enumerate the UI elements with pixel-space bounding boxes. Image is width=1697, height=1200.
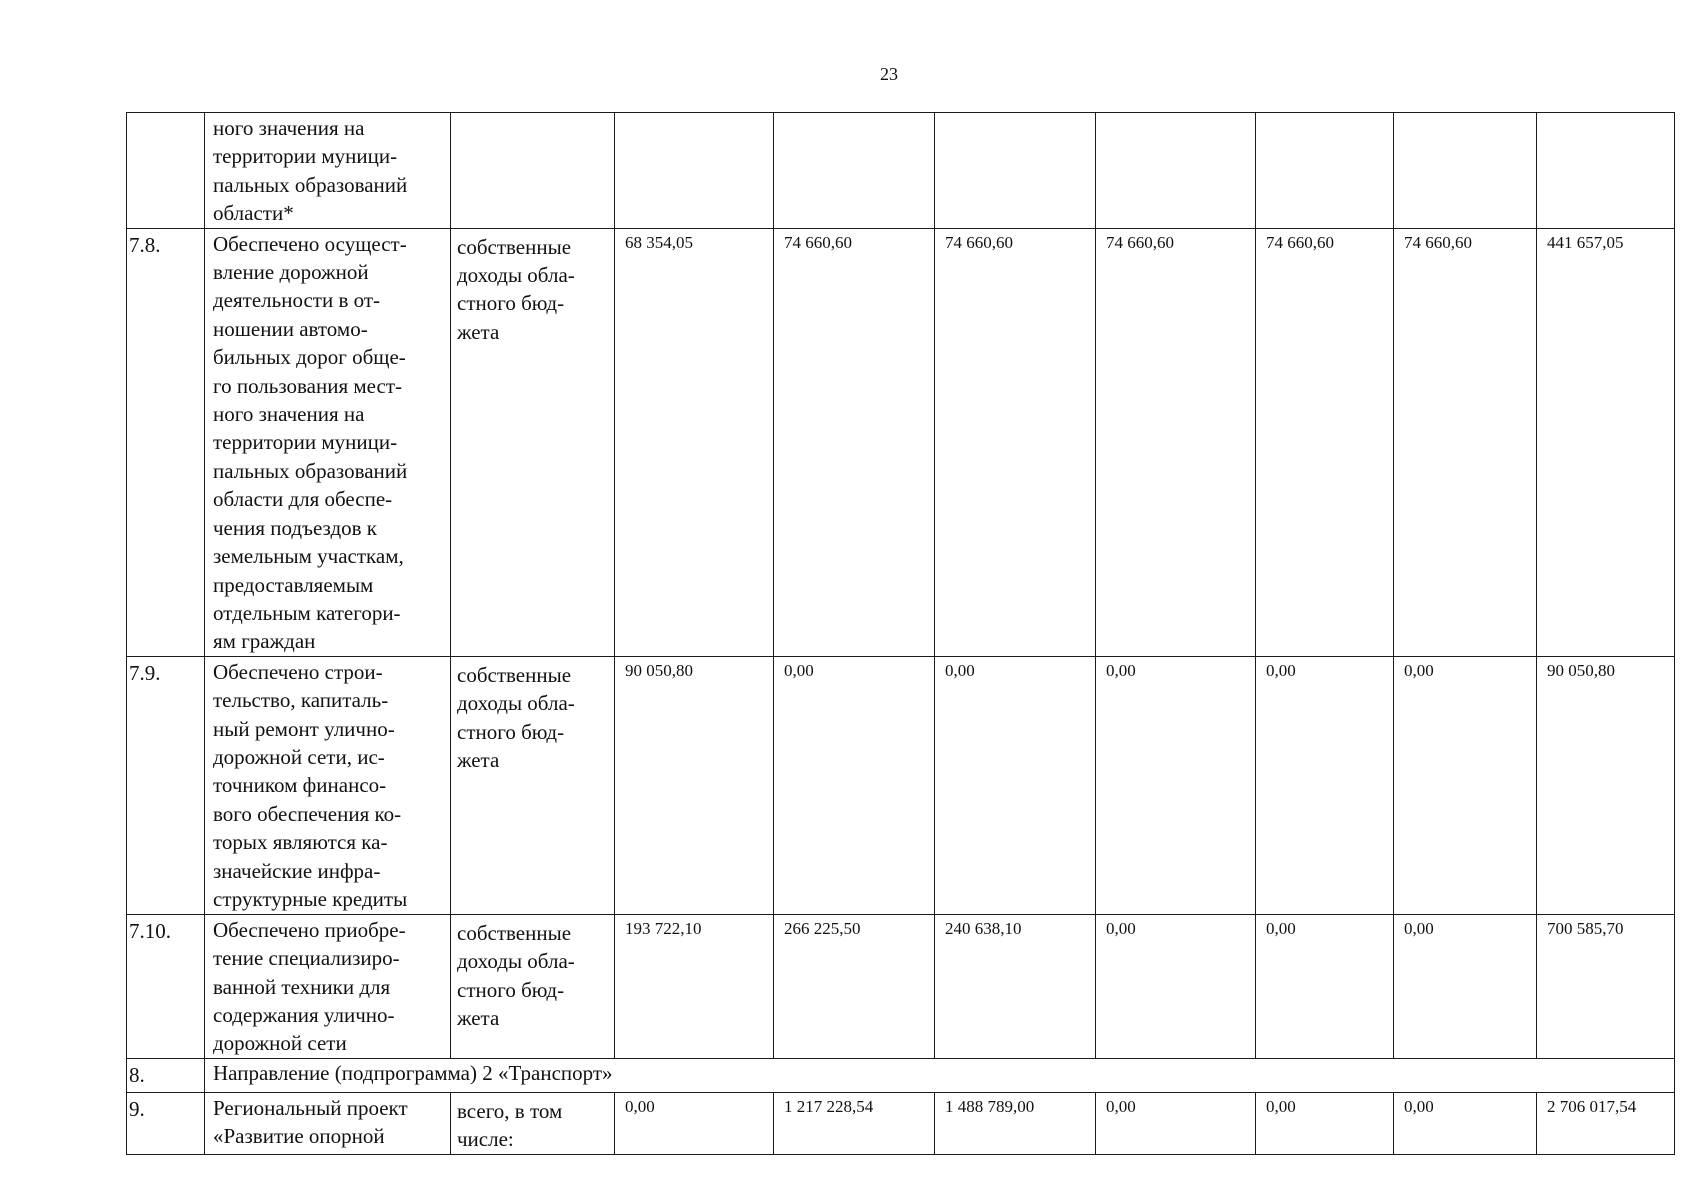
row-value-6: 0,00 — [1394, 656, 1537, 914]
row-number: 7.10. — [127, 914, 205, 1058]
row-source — [451, 656, 615, 914]
row-source-text: собственные доходы обла- стного бюд- жета — [457, 234, 575, 344]
row-name-text: Обеспечено осущест- вление дорожной деятельности в от- ношении автомо- бильных дорог обще- го пользования мест- ного значения на территории муници- пальных образований области для обеспе- чения подъездов к земельным участкам, предоставляемым отдельным категори- ям граждан — [213, 231, 408, 654]
row-value-total: 90 050,80 — [1537, 656, 1675, 914]
section-title: Направление (подпрограмма) 2 «Транспорт» — [205, 1058, 1675, 1092]
row-value-2 — [774, 113, 935, 229]
row-number: 8. — [127, 1058, 205, 1092]
table-row-7-8 — [127, 228, 1675, 656]
row-value-4: 0,00 — [1096, 1092, 1256, 1154]
row-name — [205, 113, 451, 229]
row-value-2: 0,00 — [774, 656, 935, 914]
row-name-text: ного значения на территории муници- пальных образований области* — [213, 116, 408, 226]
row-name — [205, 228, 451, 656]
row-value-4: 74 660,60 — [1096, 228, 1256, 656]
row-value-5: 0,00 — [1256, 656, 1394, 914]
row-value-2: 1 217 228,54 — [774, 1092, 935, 1154]
budget-table — [126, 112, 1675, 1155]
row-number — [127, 113, 205, 229]
row-number: 7.9. — [127, 656, 205, 914]
row-value-1: 90 050,80 — [615, 656, 774, 914]
row-value-6: 0,00 — [1394, 1092, 1537, 1154]
row-name — [205, 914, 451, 1058]
row-value-5 — [1256, 113, 1394, 229]
row-value-1 — [615, 113, 774, 229]
row-value-total — [1537, 113, 1675, 229]
row-value-3: 0,00 — [935, 656, 1096, 914]
row-number: 7.8. — [127, 228, 205, 656]
row-source — [451, 1092, 615, 1154]
row-value-1: 193 722,10 — [615, 914, 774, 1058]
row-value-5: 0,00 — [1256, 914, 1394, 1058]
table-row-7-9 — [127, 656, 1675, 914]
table-row-section-8 — [127, 1058, 1675, 1092]
row-value-5: 0,00 — [1256, 1092, 1394, 1154]
row-number: 9. — [127, 1092, 205, 1154]
row-name — [205, 656, 451, 914]
row-value-1: 68 354,05 — [615, 228, 774, 656]
row-value-4: 0,00 — [1096, 656, 1256, 914]
row-name — [205, 1092, 451, 1154]
row-name-text: Региональный проект «Развитие опорной — [213, 1095, 408, 1149]
table-row-9 — [127, 1092, 1675, 1154]
row-value-6 — [1394, 113, 1537, 229]
row-source-text: собственные доходы обла- стного бюд- жета — [457, 662, 575, 772]
row-name-text: Обеспечено приобре- тение специализиро- ванной техники для содержания улично- дорожной сети — [213, 917, 406, 1056]
row-source — [451, 914, 615, 1058]
row-source-text: всего, в том числе: — [457, 1098, 563, 1152]
row-source — [451, 228, 615, 656]
row-value-total: 2 706 017,54 — [1537, 1092, 1675, 1154]
row-value-3: 240 638,10 — [935, 914, 1096, 1058]
row-value-total: 700 585,70 — [1537, 914, 1675, 1058]
row-value-2: 266 225,50 — [774, 914, 935, 1058]
row-name-text: Обеспечено строи- тельство, капиталь- ный ремонт улично- дорожной сети, ис- точником финансо- вого обеспечения ко- торых являются ка- значейские инфра- структурные кредиты — [213, 659, 408, 911]
row-source — [451, 113, 615, 229]
row-value-6: 74 660,60 — [1394, 228, 1537, 656]
row-value-6: 0,00 — [1394, 914, 1537, 1058]
row-value-3 — [935, 113, 1096, 229]
table-row-continued — [127, 113, 1675, 229]
row-value-4 — [1096, 113, 1256, 229]
row-value-total: 441 657,05 — [1537, 228, 1675, 656]
row-value-3: 74 660,60 — [935, 228, 1096, 656]
table-row-7-10 — [127, 914, 1675, 1058]
page-number: 23 — [880, 64, 898, 84]
row-value-4: 0,00 — [1096, 914, 1256, 1058]
row-source-text: собственные доходы обла- стного бюд- жета — [457, 920, 575, 1030]
row-value-1: 0,00 — [615, 1092, 774, 1154]
row-value-5: 74 660,60 — [1256, 228, 1394, 656]
row-value-2: 74 660,60 — [774, 228, 935, 656]
row-value-3: 1 488 789,00 — [935, 1092, 1096, 1154]
